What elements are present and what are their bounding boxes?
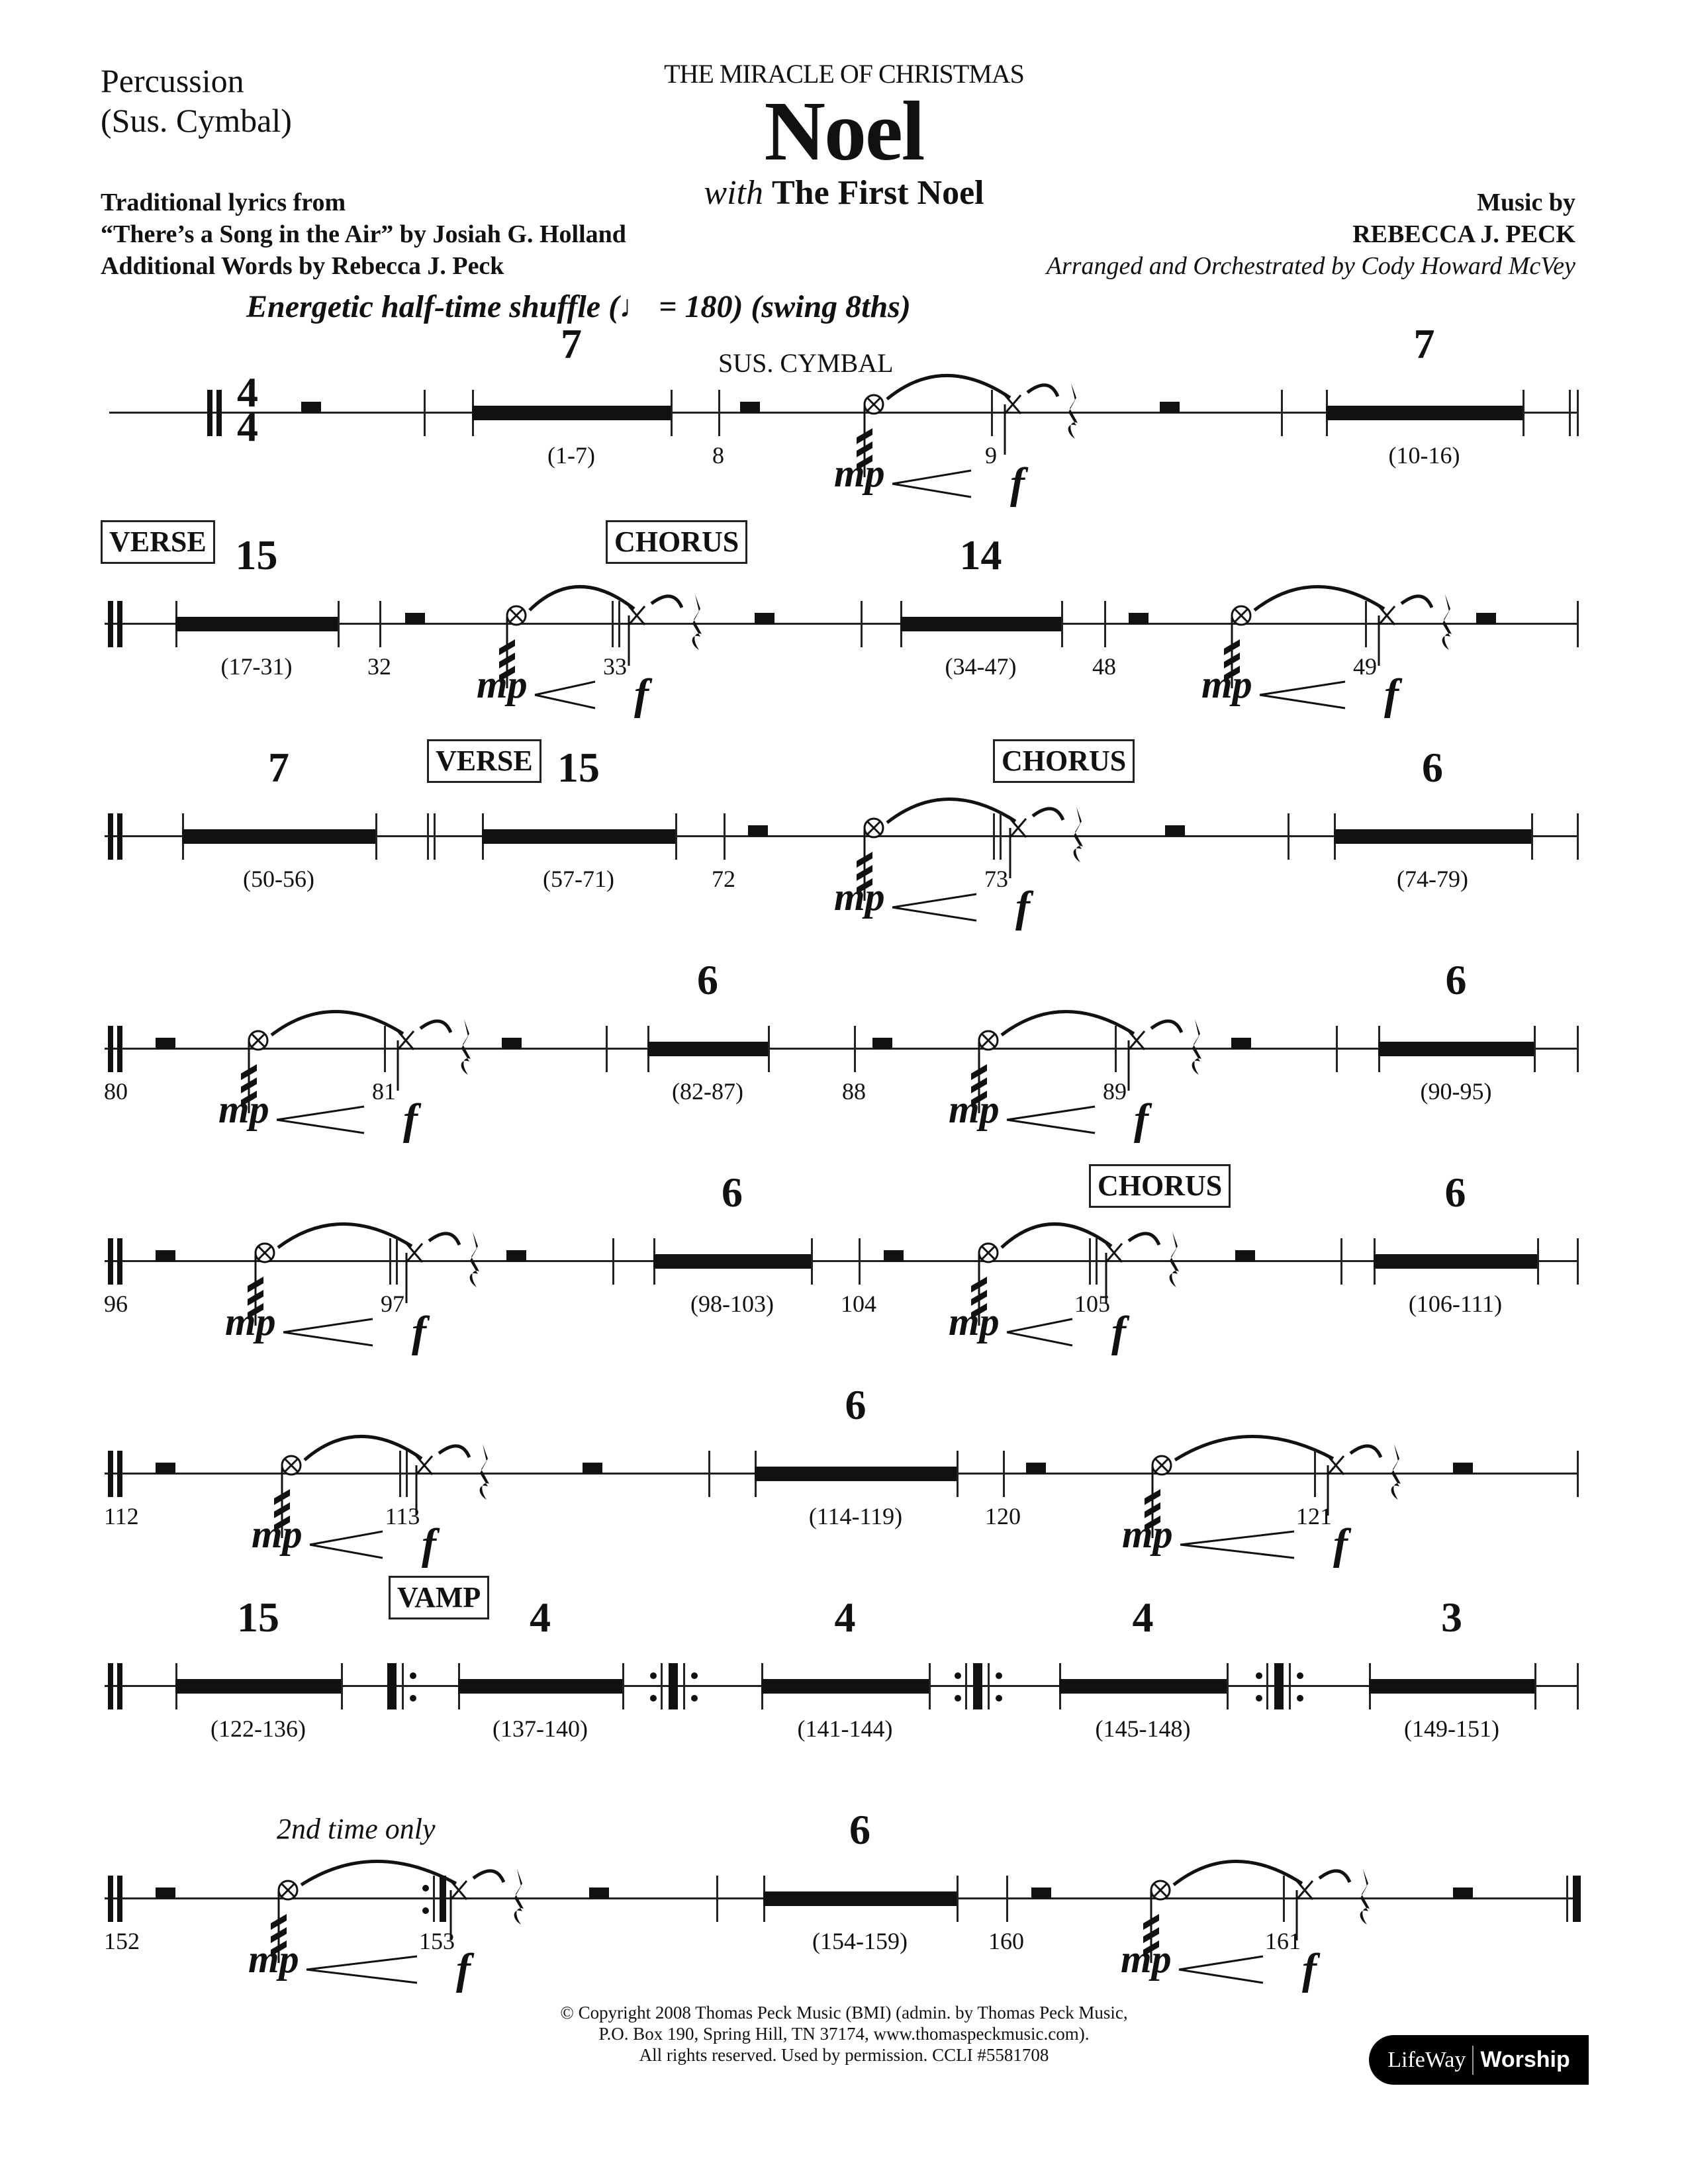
dynamic-mp: mp bbox=[834, 451, 885, 495]
measure-number: 8 bbox=[712, 442, 724, 469]
rest-count: 4 bbox=[834, 1594, 856, 1641]
publisher-logo bbox=[1369, 2035, 1589, 2085]
dynamic-mp: mp bbox=[252, 1512, 303, 1556]
repeat-dots-icon bbox=[955, 1667, 961, 1707]
repeat-dots-icon bbox=[1256, 1667, 1262, 1707]
rehearsal-mark: VERSE bbox=[101, 520, 215, 564]
logo-lifeway: LifeWay bbox=[1387, 2047, 1466, 2072]
end-barline bbox=[1577, 390, 1579, 436]
repeat-start-barline bbox=[402, 1663, 404, 1709]
repeat-barline bbox=[988, 1663, 990, 1709]
measure-range: (114-119) bbox=[808, 1503, 903, 1529]
barline bbox=[1288, 813, 1289, 860]
measure-range: (74-79) bbox=[1397, 866, 1468, 892]
barline bbox=[1336, 1026, 1338, 1072]
measure-number: 89 bbox=[1103, 1078, 1127, 1105]
rest-count: 7 bbox=[268, 744, 289, 791]
barline bbox=[622, 1663, 624, 1709]
repeat-barline bbox=[683, 1663, 685, 1709]
final-barline bbox=[1566, 1876, 1568, 1922]
measure-number: 104 bbox=[841, 1291, 876, 1317]
repeat-barline bbox=[965, 1663, 967, 1709]
barline bbox=[1531, 813, 1533, 860]
logo-worship: Worship bbox=[1480, 2047, 1570, 2072]
measure-range: (1-7) bbox=[547, 442, 595, 469]
start-barline bbox=[117, 1663, 122, 1709]
dynamic-mp: mp bbox=[1201, 662, 1252, 706]
dynamic-mp: mp bbox=[477, 662, 528, 706]
measure-number: 32 bbox=[367, 653, 391, 680]
multi-measure-rest bbox=[458, 1679, 622, 1694]
measure-number: 81 bbox=[372, 1078, 396, 1105]
barline bbox=[991, 390, 993, 436]
barline bbox=[1365, 601, 1367, 647]
multi-measure-rest bbox=[1326, 406, 1523, 420]
measure-number: 97 bbox=[381, 1291, 404, 1317]
song-title: Noel bbox=[764, 84, 924, 178]
repeat-barline bbox=[669, 1663, 678, 1709]
measure-range: (154-159) bbox=[812, 1928, 908, 1954]
staff-system bbox=[0, 320, 1688, 508]
measure-range: (17-31) bbox=[220, 653, 293, 680]
repeat-dots-icon bbox=[650, 1667, 657, 1707]
subtitle-with: with bbox=[704, 174, 763, 212]
measure-number: 33 bbox=[603, 653, 627, 680]
rest-count: 15 bbox=[557, 744, 600, 791]
music-by-label: Music by bbox=[1477, 189, 1575, 216]
instrument-sub: (Sus. Cymbal) bbox=[101, 102, 292, 139]
measure-number: 113 bbox=[385, 1503, 420, 1529]
measure-number: 9 bbox=[985, 442, 997, 469]
measure-number: 49 bbox=[1353, 653, 1377, 680]
half-rest-icon bbox=[1231, 1038, 1251, 1049]
arranger-credit: Arranged and Orchestrated by Cody Howard McVey bbox=[1046, 252, 1575, 280]
rest-count: 6 bbox=[1422, 744, 1443, 791]
half-rest-icon bbox=[1160, 402, 1180, 413]
half-rest-icon bbox=[1476, 613, 1496, 624]
dynamic-mp: mp bbox=[949, 1300, 1000, 1343]
multi-measure-rest bbox=[1369, 1679, 1534, 1694]
copyright-line: P.O. Box 190, Spring Hill, TN 37174, www.thomaspeckmusic.com). bbox=[598, 2024, 1090, 2044]
barline bbox=[1314, 1451, 1316, 1497]
multi-measure-rest bbox=[175, 1679, 341, 1694]
dynamic-mp: mp bbox=[248, 1937, 299, 1981]
music-credit bbox=[1352, 187, 1575, 250]
measure-number: 96 bbox=[104, 1291, 128, 1317]
lyrics-line: Traditional lyrics from bbox=[101, 189, 346, 216]
measure-number: 105 bbox=[1074, 1291, 1110, 1317]
barline bbox=[1115, 1026, 1117, 1072]
dynamic-mp: mp bbox=[1122, 1512, 1173, 1556]
rest-count: 6 bbox=[722, 1169, 743, 1216]
end-barline bbox=[1577, 813, 1579, 860]
measure-number: 80 bbox=[104, 1078, 128, 1105]
end-barline bbox=[1577, 601, 1579, 647]
rest-count: 7 bbox=[1413, 320, 1435, 367]
measure-number: 121 bbox=[1296, 1503, 1332, 1529]
measure-range: (145-148) bbox=[1095, 1715, 1191, 1742]
composer-name: REBECCA J. PECK bbox=[1352, 220, 1575, 248]
staff-system bbox=[0, 525, 1688, 719]
barline bbox=[1523, 390, 1524, 436]
rehearsal-mark: VAMP bbox=[389, 1576, 489, 1619]
measure-range: (50-56) bbox=[243, 866, 314, 892]
double-barline bbox=[1089, 1238, 1091, 1285]
dynamic-f: f bbox=[1302, 1945, 1317, 1993]
dynamic-mp: mp bbox=[834, 875, 885, 919]
rest-count: 6 bbox=[849, 1806, 870, 1853]
lyrics-line: Additional Words by Rebecca J. Peck bbox=[101, 252, 504, 280]
measure-range: (98-103) bbox=[690, 1291, 774, 1317]
repeat-dots-icon bbox=[1297, 1667, 1303, 1707]
rest-count: 3 bbox=[1441, 1594, 1462, 1641]
barline bbox=[1534, 1663, 1536, 1709]
repeat-dots-icon bbox=[410, 1667, 416, 1707]
start-barline bbox=[108, 1663, 113, 1709]
copyright bbox=[397, 2002, 1291, 2066]
dynamic-f: f bbox=[1015, 883, 1030, 931]
instrument-name: Percussion bbox=[101, 62, 244, 99]
measure-number: 152 bbox=[104, 1928, 140, 1954]
dynamic-f: f bbox=[1384, 670, 1399, 719]
dynamic-mp: mp bbox=[949, 1087, 1000, 1131]
measure-range: (106-111) bbox=[1408, 1291, 1503, 1317]
dynamic-mp: mp bbox=[1121, 1937, 1172, 1981]
dynamic-f: f bbox=[1134, 1095, 1149, 1144]
staff-system bbox=[0, 1806, 1688, 1993]
end-barline bbox=[1577, 1026, 1579, 1072]
rest-count: 6 bbox=[1444, 1169, 1466, 1216]
measure-range: (57-71) bbox=[543, 866, 614, 892]
measure-range: (10-16) bbox=[1388, 442, 1460, 469]
double-barline bbox=[993, 813, 995, 860]
measure-range: (34-47) bbox=[945, 653, 1017, 680]
barline bbox=[1283, 1876, 1285, 1922]
measure-range: (137-140) bbox=[492, 1715, 588, 1742]
barline bbox=[929, 1663, 931, 1709]
series-title: THE MIRACLE OF CHRISTMAS bbox=[664, 59, 1024, 89]
half-rest-icon bbox=[1453, 1463, 1473, 1474]
double-barline bbox=[1096, 1238, 1098, 1285]
performance-direction: 2nd time only bbox=[277, 1813, 436, 1845]
barline bbox=[1340, 1238, 1342, 1285]
rest-count: 7 bbox=[561, 320, 582, 367]
measure-number: 88 bbox=[842, 1078, 866, 1105]
staff-system bbox=[0, 956, 1688, 1144]
repeat-barline bbox=[1274, 1663, 1284, 1709]
dynamic-mp: mp bbox=[225, 1300, 276, 1343]
dynamic-f: f bbox=[456, 1945, 471, 1993]
repeat-start-barline bbox=[387, 1663, 397, 1709]
multi-measure-rest bbox=[1059, 1679, 1227, 1694]
measure-range: (82-87) bbox=[672, 1078, 743, 1105]
repeat-dots-icon bbox=[691, 1667, 698, 1707]
staff-system bbox=[0, 744, 1688, 931]
measure-range: (141-144) bbox=[797, 1715, 893, 1742]
measure-number: 48 bbox=[1092, 653, 1116, 680]
final-barline bbox=[1573, 1876, 1581, 1922]
tempo-marking: Energetic half-time shuffle (♩ = 180) (swing 8ths) bbox=[246, 289, 911, 324]
staff-system bbox=[0, 1381, 1688, 1569]
measure-number: 73 bbox=[984, 866, 1008, 892]
rest-count: 6 bbox=[1445, 956, 1467, 1003]
double-barline bbox=[1000, 813, 1002, 860]
multi-measure-rest bbox=[1378, 1042, 1534, 1056]
end-barline bbox=[1569, 390, 1571, 436]
barline bbox=[1537, 1238, 1539, 1285]
lyrics-line: “There’s a Song in the Air” by Josiah G. Holland bbox=[101, 220, 626, 248]
measure-number: 72 bbox=[712, 866, 735, 892]
barline bbox=[1227, 1663, 1229, 1709]
dynamic-f: f bbox=[634, 670, 649, 719]
multi-measure-rest bbox=[1334, 829, 1531, 844]
rest-count: 15 bbox=[237, 1594, 279, 1641]
rest-count: 6 bbox=[697, 956, 718, 1003]
rest-count: 6 bbox=[845, 1381, 867, 1428]
end-barline bbox=[1577, 1663, 1579, 1709]
measure-number: 112 bbox=[104, 1503, 139, 1529]
dynamic-f: f bbox=[422, 1520, 436, 1569]
end-barline bbox=[1577, 1238, 1579, 1285]
barline bbox=[1281, 390, 1283, 436]
rehearsal-mark: VERSE bbox=[427, 739, 541, 783]
dynamic-f: f bbox=[1010, 459, 1025, 508]
measure-number: 160 bbox=[988, 1928, 1024, 1954]
rest-count: 15 bbox=[235, 531, 278, 578]
barline bbox=[1534, 1026, 1536, 1072]
measure-number: 120 bbox=[985, 1503, 1021, 1529]
dynamic-f: f bbox=[1111, 1308, 1126, 1356]
rest-count: 14 bbox=[959, 531, 1002, 578]
instrument-direction: SUS. CYMBAL bbox=[718, 348, 894, 378]
measure-number: 161 bbox=[1265, 1928, 1301, 1954]
multi-measure-rest bbox=[761, 1679, 929, 1694]
rest-count: 4 bbox=[530, 1594, 551, 1641]
copyright-line: © Copyright 2008 Thomas Peck Music (BMI) (admin. by Thomas Peck Music, bbox=[560, 2003, 1128, 2023]
rehearsal-mark: CHORUS bbox=[993, 739, 1135, 783]
repeat-barline bbox=[1266, 1663, 1268, 1709]
rehearsal-mark: CHORUS bbox=[1089, 1164, 1231, 1208]
repeat-barline bbox=[1289, 1663, 1291, 1709]
measure-range: (90-95) bbox=[1420, 1078, 1492, 1105]
end-barline bbox=[1577, 1451, 1579, 1497]
subtitle-name: The First Noel bbox=[771, 174, 984, 212]
repeat-barline bbox=[973, 1663, 982, 1709]
half-rest-icon bbox=[1235, 1250, 1255, 1261]
barline bbox=[341, 1663, 343, 1709]
measure-number: 153 bbox=[419, 1928, 455, 1954]
half-rest-icon bbox=[1165, 825, 1185, 837]
rehearsal-mark: CHORUS bbox=[606, 520, 747, 564]
lyrics-credit bbox=[101, 187, 626, 282]
time-sig-top: 4 bbox=[237, 369, 258, 416]
multi-measure-rest bbox=[1374, 1254, 1537, 1269]
copyright-line: All rights reserved. Used by permission. CCLI #5581708 bbox=[639, 2045, 1049, 2065]
repeat-dots-icon bbox=[996, 1667, 1002, 1707]
dynamic-f: f bbox=[412, 1308, 426, 1356]
dynamic-mp: mp bbox=[218, 1087, 269, 1131]
rest-count: 4 bbox=[1132, 1594, 1154, 1641]
dynamic-f: f bbox=[403, 1095, 418, 1144]
dynamic-f: f bbox=[1333, 1520, 1348, 1569]
half-rest-icon bbox=[1453, 1888, 1473, 1899]
measure-range: (149-151) bbox=[1404, 1715, 1499, 1742]
measure-range: (122-136) bbox=[211, 1715, 306, 1742]
repeat-barline bbox=[661, 1663, 663, 1709]
time-sig-bottom: 4 bbox=[237, 403, 258, 450]
logo-separator bbox=[1472, 2046, 1474, 2075]
